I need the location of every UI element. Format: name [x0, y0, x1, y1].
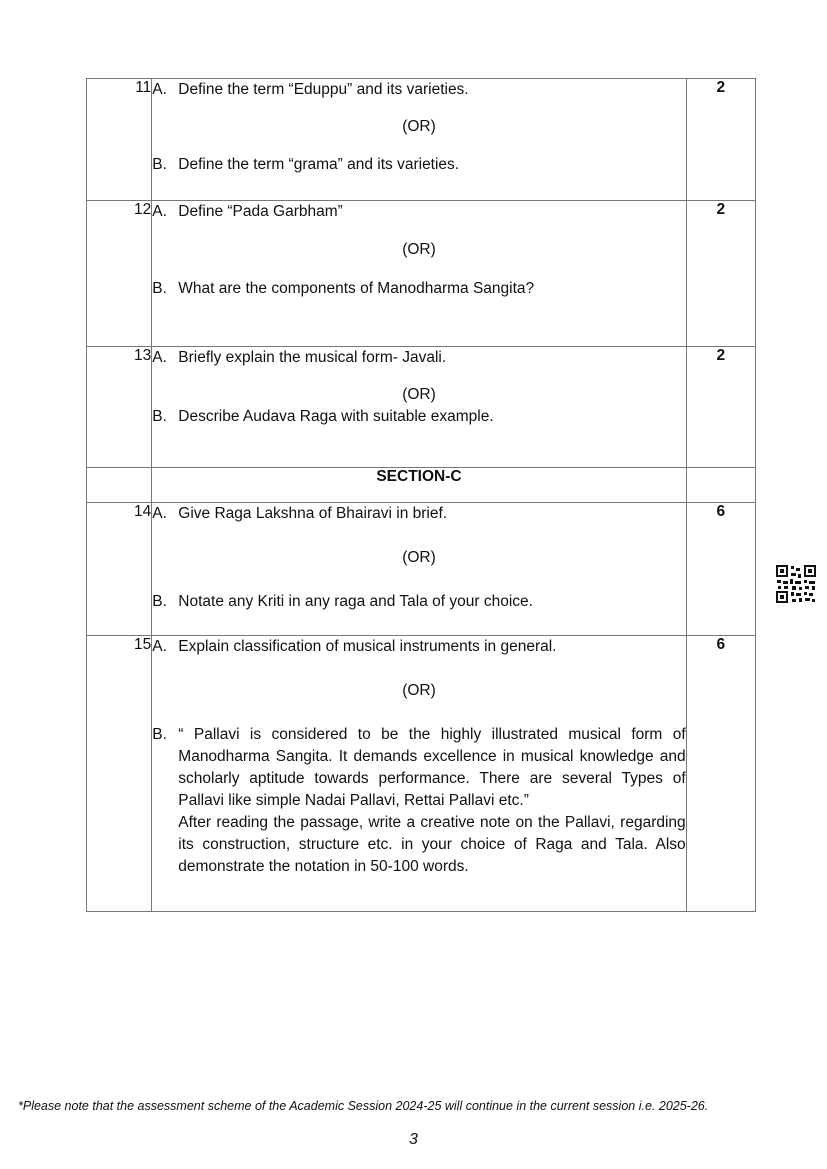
section-row — [87, 468, 756, 503]
option-label: B. — [152, 726, 167, 743]
question-row-14 — [87, 503, 756, 636]
or-separator: (OR) — [402, 118, 436, 135]
option-b — [152, 154, 685, 176]
option-b — [152, 406, 685, 428]
option-a — [152, 79, 685, 101]
question-number: 14 — [87, 503, 152, 636]
option-text: Explain classification of musical instruments in general. — [178, 638, 557, 655]
question-body — [152, 201, 686, 347]
option-label: A. — [152, 81, 167, 98]
option-a — [152, 201, 685, 223]
option-label: A. — [152, 349, 167, 366]
question-row-11 — [87, 79, 756, 201]
question-marks: 2 — [686, 79, 755, 201]
option-text: Briefly explain the musical form- Javali. — [178, 349, 447, 366]
option-label: B. — [152, 593, 167, 610]
option-b — [152, 591, 685, 613]
option-a — [152, 636, 685, 658]
question-body — [152, 79, 686, 201]
option-text: What are the components of Manodharma Sangita? — [178, 280, 535, 297]
option-text: Define the term “grama” and its varieties. — [178, 156, 460, 173]
question-table — [86, 78, 756, 912]
assessment-footnote: *Please note that the assessment scheme of the Academic Session 2024-25 will continue in the current session i.e. 2025-26. — [18, 1099, 709, 1113]
option-label: A. — [152, 505, 167, 522]
option-text-block — [178, 724, 685, 878]
option-a — [152, 347, 685, 369]
option-label: B. — [152, 408, 167, 425]
question-body — [152, 636, 686, 912]
option-label: A. — [152, 203, 167, 220]
option-b — [152, 278, 685, 300]
page-number: 3 — [409, 1131, 418, 1148]
question-marks: 6 — [686, 503, 755, 636]
option-label: B. — [152, 280, 167, 297]
option-a — [152, 503, 685, 525]
question-number: 15 — [87, 636, 152, 912]
question-body — [152, 503, 686, 636]
section-spacer — [87, 468, 152, 503]
section-heading: SECTION-C — [152, 468, 686, 503]
option-text: Define “Pada Garbham” — [178, 203, 343, 220]
passage-text: “ Pallavi is considered to be the highly illustrated musical form of Manodharma Sangita. It demands excellence in musical knowledge and scholarly aptitude towards performance. There are several Types of Pallavi like simple Nadai Pallavi, Rettai Pallavi etc.” — [178, 726, 686, 809]
question-row-13 — [87, 347, 756, 468]
option-text: Notate any Kriti in any raga and Tala of your choice. — [178, 593, 533, 610]
question-marks: 2 — [686, 201, 755, 347]
option-label: A. — [152, 638, 167, 655]
option-b — [152, 724, 685, 878]
question-row-15 — [87, 636, 756, 912]
question-marks: 6 — [686, 636, 755, 912]
question-number: 11 — [87, 79, 152, 201]
or-separator: (OR) — [402, 682, 436, 699]
qr-code-icon — [776, 565, 816, 603]
or-separator: (OR) — [402, 549, 436, 566]
section-spacer — [686, 468, 755, 503]
instruction-text: After reading the passage, write a creative note on the Pallavi, regarding its construction, structure etc. in your choice of Raga and Tala. Also demonstrate the notation in 50-100 words. — [178, 814, 686, 875]
option-text: Define the term “Eduppu” and its varieties. — [178, 81, 469, 98]
question-marks: 2 — [686, 347, 755, 468]
option-text: Give Raga Lakshna of Bhairavi in brief. — [178, 505, 448, 522]
or-separator: (OR) — [402, 241, 436, 258]
question-number: 13 — [87, 347, 152, 468]
question-row-12 — [87, 201, 756, 347]
question-number: 12 — [87, 201, 152, 347]
question-body — [152, 347, 686, 468]
option-label: B. — [152, 156, 167, 173]
option-text: Describe Audava Raga with suitable example. — [178, 408, 494, 425]
or-separator: (OR) — [402, 386, 436, 403]
